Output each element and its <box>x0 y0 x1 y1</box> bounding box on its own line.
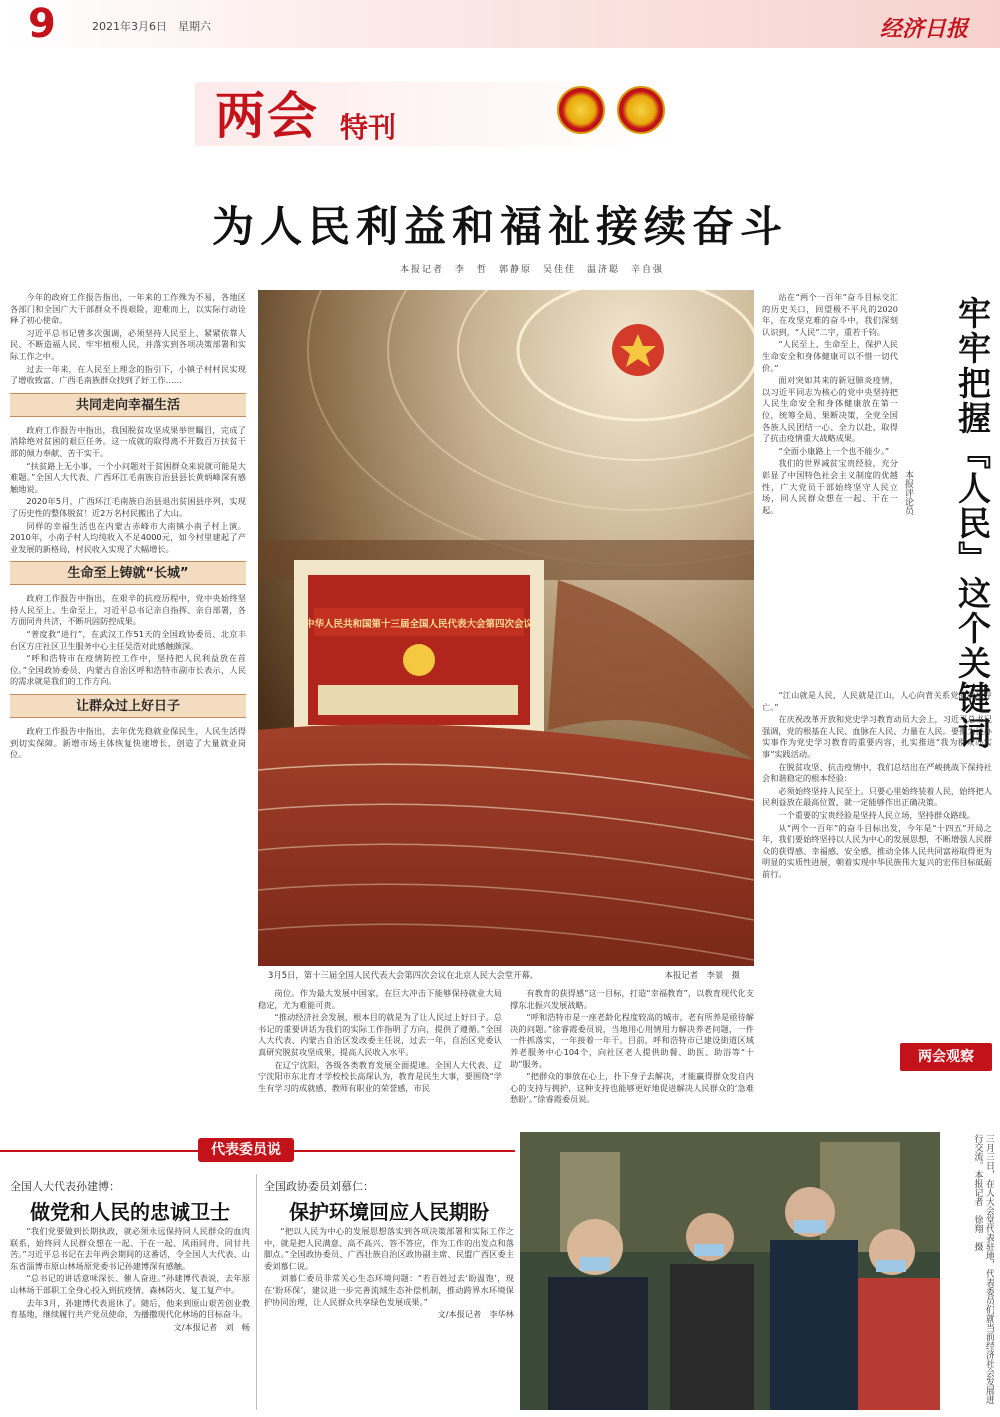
rep-2-text <box>264 1226 514 1411</box>
banner-title: 两会 <box>215 87 319 145</box>
paragraph: 同样的幸福生活也在内蒙古赤峰市大南镇小南子村上演。2010年，小南子村人均纯收入不足4000元，如今村里建起了产业发展的新格局，村民收入实现了大幅增长。 <box>10 520 246 554</box>
paragraph: “我们党要做到长期执政，就必须永远保持同人民群众的血肉联系，始终同人民群众想在一起、干在一起、风雨同舟、同甘共苦。”习近平总书记在去年两会期间的这番话，令全国人大代表、山东省淄博市原山林场原党委书记孙建博深有感触。 <box>10 1226 250 1271</box>
byline: 本报记者 李 哲 郭静原 吴佳佳 温济聪 辛自强 <box>400 265 665 275</box>
rep-1-credit: 文/本报记者 刘 畅 <box>173 1321 250 1332</box>
paragraph: 去年3月，孙建博代表退休了。随后，他来到原山艰苦创业教育基地，继续履行共产党员使命，为播撒现代化林场的目标奋斗。 <box>10 1297 250 1320</box>
paragraph: 从“两个一百年”的奋斗目标出发，今年是“十四五”开局之年，我们要始终坚持以人民为中心的发展思想，不断增强人民群众的获得感、幸福感、安全感，推动全体人民共同富裕取得更为明显的实质性进展，朝着实现中华民族伟大复兴的宏伟目标砥砺前行。 <box>762 822 992 879</box>
paragraph: 今年的政府工作报告指出，一年来的工作殊为不易，各地区各部门和全国广大干部群众不畏艰险，迎难而上，以实际行动诠释了初心使命。 <box>10 292 246 326</box>
paragraph: “呼和浩特市在疫情防控工作中，坚持把人民利益放在首位。”全国政协委员、内蒙古自治区呼和浩特市副市长表示，人民的需求就是我们的工作方向。 <box>10 653 246 687</box>
middle-text-column-1 <box>258 988 502 1116</box>
caption-text: 3月5日，第十三届全国人民代表大会第四次会议在北京人民大会堂开幕。 <box>268 970 539 980</box>
paragraph: 在庆祝改革开放和党史学习教育动员大会上，习近平总书记强调，党的根基在人民、血脉在人民、力量在人民。要把为民办实事作为党史学习教育的重要内容，扎实推进“我为群众办实事”实践活动。 <box>762 714 992 759</box>
paragraph: 习近平总书记曾多次强调，必须坚持人民至上、紧紧依靠人民、不断造福人民、牢牢植根人民，并落实到各项决策部署和实际工作之中。 <box>10 327 246 361</box>
paragraph: “扶贫路上无小事，一个小问题对于贫困群众来说就可能是大难题。”全国人大代表、广西环江毛南族自治县县长黄炳峰深有感触地说。 <box>10 460 246 494</box>
paragraph: 我们的世界减贫宝贵经验，充分彰显了中国特色社会主义制度的优越性，广大党员干部始终坚守人民立场，同人民群众想在一起、干在一起。 <box>762 458 898 515</box>
paragraph: “推动经济社会发展，根本目的就是为了让人民过上好日子。总书记的重要讲话为我们的实际工作指明了方向，提供了遵循。”全国人大代表、内蒙古自治区发改委主任说，过去一年，自治区党委认真研究脱贫攻坚成果，提高人民收入水平。 <box>258 1012 502 1057</box>
rep-2-credit: 文/本报记者 李华林 <box>437 1309 514 1320</box>
paragraph: 有教育的获得感”这一目标，打造“幸福教育”，以教育现代化支撑东北振兴发展战略。 <box>510 988 754 1010</box>
stage-banner-text: 中华人民共和国第十三届全国人民代表大会第四次会议 <box>304 619 534 630</box>
representatives-tag: 代表委员说 <box>198 1138 294 1162</box>
paragraph: 岗位。作为最大发展中国家，在巨大冲击下能够保持就业大局稳定，尤为难能可贵。 <box>258 988 502 1010</box>
paragraph: 2020年5月，广西环江毛南族自治县退出贫困县序列，实现了历史性的整体脱贫！近2万名村民搬出了大山。 <box>10 496 246 518</box>
paragraph: “江山就是人民，人民就是江山，人心向背关系党的生死存亡。” <box>762 690 992 712</box>
national-emblem-icon <box>557 86 605 134</box>
paragraph: “普度救“进行”，在武汉工作51天的全国政协委员、北京丰台区方庄社区卫生服务中心主任吴浩对此感触颇深。 <box>10 629 246 651</box>
paragraph: “人民至上、生命至上，保护人民生命安全和身体健康可以不惜一切代价。” <box>762 339 898 373</box>
paragraph: “总书记的讲话意味深长、催人奋进。”孙建博代表说，去年原山林场干部职工全身心投入到抗疫情、森林防火、复工复产中。 <box>10 1273 250 1295</box>
intro-text <box>10 292 246 387</box>
paragraph: “把以人民为中心的发展思想落实到各项决策部署和实际工作之中，就是把人民满意、高不高兴、答不答应，作为工作的出发点和落脚点。”全国政协委员、广西壮族自治区政协副主席、民盟广西区委主委刘慕仁说。 <box>264 1226 514 1271</box>
photo-caption <box>258 966 754 984</box>
commentary-top-text <box>762 292 898 687</box>
left-article-column <box>10 292 246 1115</box>
photo-credit: 本报记者 李景 摄 <box>664 970 740 980</box>
great-hall-illustration <box>258 290 754 966</box>
column-divider <box>256 1174 257 1410</box>
paragraph: 在脱贫攻坚、抗击疫情中，我们总结出在严峻挑战下保持社会和谐稳定的根本经验： <box>762 761 992 784</box>
meeting-photo-caption: 三月三日，在人大会堂代表驻地，代表委员们就当前经济社会发展进行交流。本报记者 徐翔 摄 <box>972 1134 994 1404</box>
paragraph: 政府工作报告中指出，我国脱贫攻坚成果举世瞩目，完成了消除绝对贫困的艰巨任务。这一成就的取得离不开数百万扶贫干部的倾力奉献、苦干实干。 <box>10 424 246 458</box>
paper-logo: 经济日报 <box>880 16 969 42</box>
subhead-happy-life: 共同走向幸福生活 <box>10 393 246 417</box>
great-hall-photo <box>258 290 754 966</box>
paragraph: 站在“两个一百年”奋斗目标交汇的历史关口，回望极不平凡的2020年，在攻坚克难的奋斗中，我们深刻认识到，“人民”二字，重若千钧。 <box>762 292 898 337</box>
meeting-illustration <box>520 1132 940 1410</box>
paragraph: 在辽宁沈阳，各级各类教育发展全面提速。全国人大代表、辽宁沈阳市东北育才学校校长高琛认为，教育是民生大事，要围绕“学生有学习的成就感、教师有职业的荣誉感，市民 <box>258 1059 502 1093</box>
paragraph: 必须始终坚持人民至上。只要心里始终装着人民，始终把人民利益放在最高位置，就一定能够作出正确决策。 <box>762 785 992 808</box>
rep-1-label: 全国人大代表孙建博： <box>10 1180 120 1193</box>
subhead-great-wall: 生命至上铸就“长城” <box>10 561 246 585</box>
commentary-author: 本报评论员 <box>903 470 913 515</box>
meeting-photo <box>520 1132 940 1410</box>
banner-subtitle: 特刊 <box>340 111 397 144</box>
paragraph: 过去一年来，在人民至上理念的指引下，小镇子村村民实现了增收致富、广西毛南族群众找到了好工作…… <box>10 363 246 386</box>
paragraph: “全面小康路上一个也不能少。” <box>778 445 890 456</box>
rep-1-title: 做党和人民的忠诚卫士 <box>30 1200 230 1224</box>
date-line: 2021年3月6日 星期六 <box>92 20 211 33</box>
rep-1-text <box>10 1226 250 1411</box>
page-headline: 为人民利益和福祉接续奋斗 <box>211 202 788 251</box>
paragraph: 一个重要的宝贵经验是坚持人民立场，坚持群众路线。 <box>778 809 975 820</box>
cppcc-emblem-icon <box>617 86 665 134</box>
observation-tag: 两会观察 <box>900 1043 992 1071</box>
rep-2-title: 保护环境回应人民期盼 <box>289 1200 489 1224</box>
paragraph: “把群众的事放在心上，扑下身子去解决，才能赢得群众发自内心的支持与拥护，这种支持也能够更好地促进解决人民群众的‘急难愁盼’。”徐睿霞委员说。 <box>510 1071 754 1105</box>
paragraph: 刘慕仁委员非常关心生态环境问题：“若百姓过去‘盼温饱’，现在‘盼环保’，建议进一步完善流域生态补偿机制，推动跨界水环境保护协同治理，让人民群众共享绿色发展成果。” <box>264 1273 514 1307</box>
section-2-text <box>10 593 246 688</box>
middle-text-column-2 <box>510 988 754 1116</box>
section-3-text <box>10 726 246 761</box>
page-number: 9 <box>28 1 56 47</box>
commentary-title: 牢牢把握『人民』这个关键词 <box>953 296 992 751</box>
paragraph: 政府工作报告中指出，去年优先稳就业保民生，人民生活得到切实保障。新增市场主体恢复快速增长，创造了大量就业岗位。 <box>10 726 246 760</box>
rep-2-label: 全国政协委员刘慕仁： <box>264 1180 374 1193</box>
paragraph: “呼和浩特市是一座老龄化程度较高的城市，老有所养是亟待解决的问题。”徐睿霞委员说，当地用心用情用力解决养老问题，一件一件抓落实，一年接着一年干。目前，呼和浩特市已建设街道区域养老服务中心104个，向社区老人提供助餐、助医、助浴等“十助”服务。 <box>510 1012 754 1069</box>
paragraph: 政府工作报告中指出，在艰辛的抗疫历程中，党中央始终坚持人民至上、生命至上，习近平总书记亲自指挥、亲自部署，各方面同舟共济，不断巩固防控成果。 <box>10 593 246 627</box>
paragraph: 面对突如其来的新冠肺炎疫情，以习近平同志为核心的党中央坚持把人民生命安全和身体健康放在第一位，统筹全局、果断决策，全党全国各族人民团结一心、全力以赴，取得了抗击疫情重大战略成果。 <box>762 375 898 444</box>
subhead-good-days: 让群众过上好日子 <box>10 694 246 718</box>
section-1-text <box>10 425 246 556</box>
